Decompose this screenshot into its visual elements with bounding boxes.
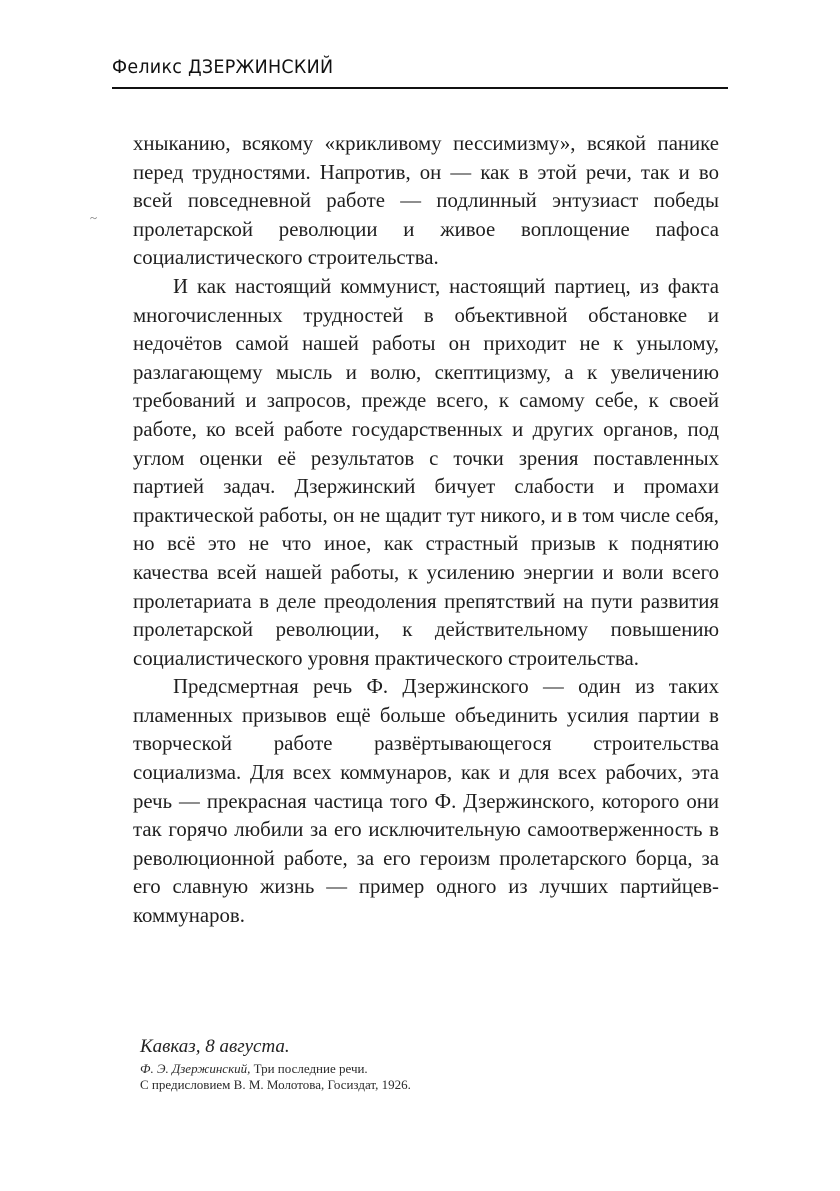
body-text [133, 130, 719, 931]
signature-place-date: Кавказ, 8 августа. [140, 1036, 290, 1057]
footnote-line-2: С предисловием В. М. Молотова, Госиздат, 1926. [140, 1077, 411, 1092]
footnote-title: Три последние речи. [253, 1061, 368, 1076]
running-header: Феликс ДЗЕРЖИНСКИЙ [112, 56, 334, 78]
footnote-line-1 [140, 1061, 700, 1077]
paragraph-3: Предсмертная речь Ф. Дзержинского — один из таких пламенных призывов ещё больше объединить усилия партии в творческой работе развёртывающегося строительства социализма. Для всех коммунаров, как и для всех рабочих, эта речь — прекрасная частица того Ф. Дзержинского, которого они так горячо любили за его исключительную самоотверженность в революционной работе, за его героизм пролетарского борца, за его славную жизнь — пример одного из лучших партийцев-коммунаров. [133, 675, 719, 928]
paragraph-1: хныканию, всякому «крикливому пессимизму», всякой панике перед трудностями. Напротив, он — как в этой речи, так и во всей повседневной работе — подлинный энтузиаст победы пролетарской революции и живое воплощение пафоса социалистического строительства. [133, 132, 719, 270]
margin-mark: ~ [90, 210, 98, 225]
header-rule [112, 87, 728, 89]
paragraph-2: И как настоящий коммунист, настоящий партиец, из факта многочисленных трудностей в объективной обстановке и недочётов самой нашей работы он приходит не к унылому, разлагающему мысль и волю, скептицизму, а к увеличению требований и запросов, прежде всего, к самому себе, к своей работе, ко всей работе государственных и других органов, под углом оценки её результатов с точки зрения поставленных партией задач. Дзержинский бичует слабости и промахи практической работы, он не щадит тут никого, и в том числе себя, но всё это не что иное, как страстный призыв к поднятию качества всей нашей работы, к усилению энергии и воли всего пролетариата в деле преодоления препятствий на пути развития пролетарской революции, к действительному повышению социалистического уровня практического строительства. [133, 274, 719, 670]
footnote [140, 1061, 700, 1093]
footnote-author: Ф. Э. Дзержинский, [140, 1061, 251, 1076]
